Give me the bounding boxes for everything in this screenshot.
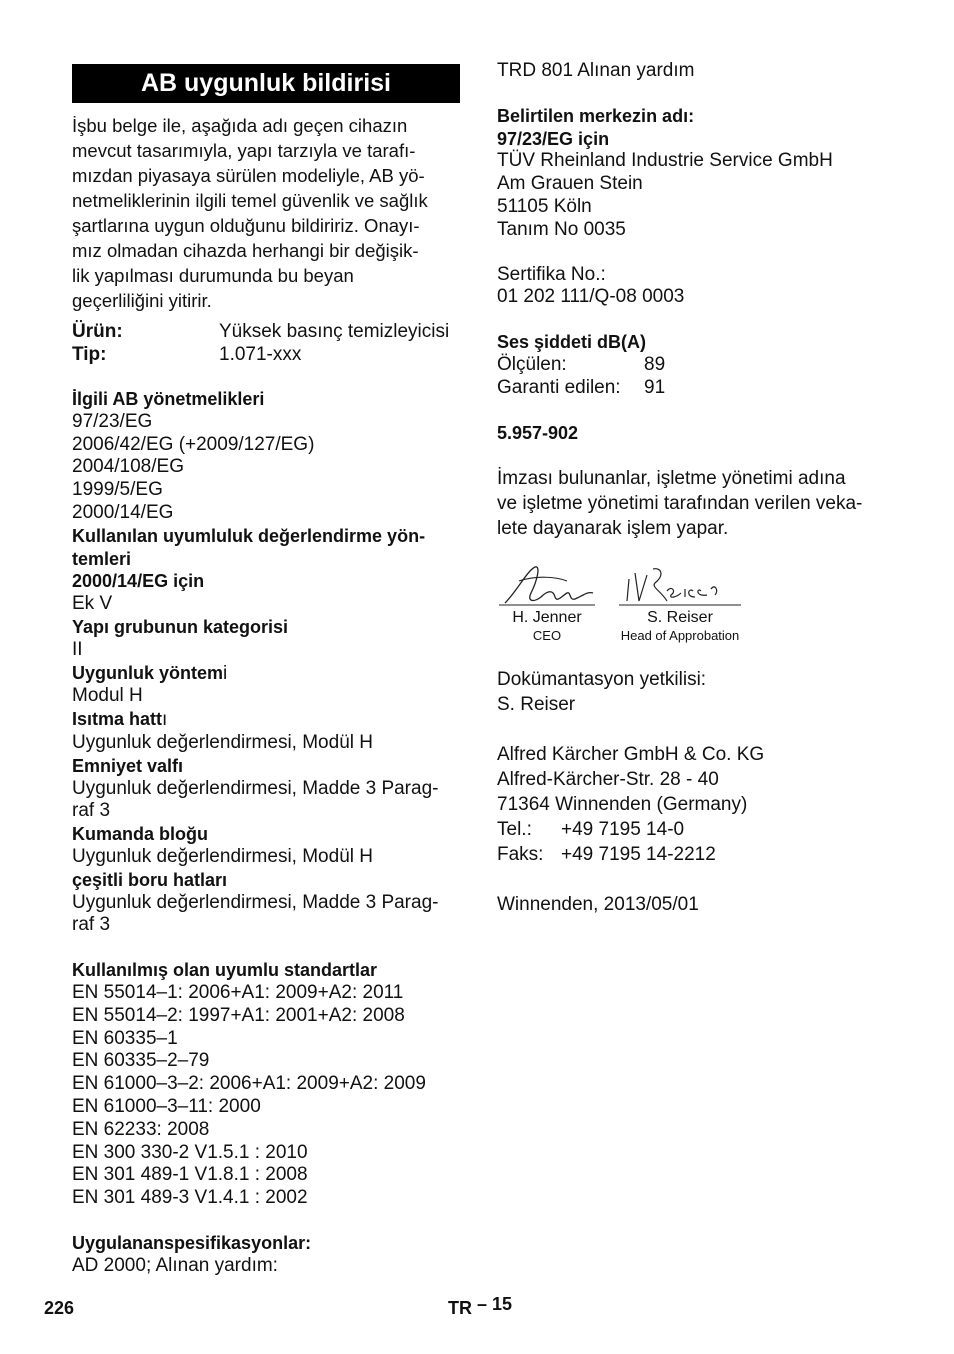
directive-item: 2000/14/EG bbox=[72, 501, 174, 523]
section-number: – 15 bbox=[477, 1294, 513, 1314]
part-number: 5.957-902 bbox=[497, 422, 579, 443]
certificate-value: 01 202 111/Q-08 0003 bbox=[497, 286, 685, 308]
intro-line: netmeliklerinin ilgili temel güvenlik ve sağlık bbox=[72, 190, 428, 211]
product-label: Ürün: bbox=[72, 321, 123, 342]
directive-item: 1999/5/EG bbox=[72, 479, 163, 501]
intro-line: mız olmadan cihazda herhangi bir değişik- bbox=[72, 240, 419, 261]
phone-value: +49 7195 14-0 bbox=[561, 819, 685, 841]
specs-value: AD 2000; Alınan yardım: bbox=[72, 1254, 278, 1276]
specs-heading: Uygulananspesifikasyonlar: bbox=[72, 1232, 312, 1253]
intro-paragraph bbox=[72, 113, 472, 313]
category-value: II bbox=[72, 638, 83, 660]
standard-item: EN 300 330-2 V1.5.1 : 2010 bbox=[72, 1141, 308, 1163]
documentation-label: Dokümantasyon yetkilisi: bbox=[497, 669, 707, 691]
standard-item: EN 61000–3–11: 2000 bbox=[72, 1095, 261, 1117]
intro-line: mızdan piyasaya sürülen modeliyle, AB yö- bbox=[72, 165, 425, 186]
standard-item: EN 62233: 2008 bbox=[72, 1118, 210, 1140]
standard-item: EN 301 489-3 V1.4.1 : 2002 bbox=[72, 1187, 308, 1209]
notified-body-line: Am Grauen Stein bbox=[497, 173, 643, 195]
sound-heading: Ses şiddeti dB(A) bbox=[497, 332, 647, 353]
intro-line: lik yapılması durumunda bu beyan bbox=[72, 265, 354, 286]
pipes-value-cont: raf 3 bbox=[72, 914, 111, 936]
safety-valve-value-cont: raf 3 bbox=[72, 800, 111, 822]
company-name: Alfred Kärcher GmbH & Co. KG bbox=[497, 744, 765, 766]
standards-heading: Kullanılmış olan uyumlu standartlar bbox=[72, 960, 378, 981]
pipes-heading: çeşitli boru hatları bbox=[72, 869, 228, 890]
procedure-heading-tail: i bbox=[223, 662, 228, 684]
signature-reiser bbox=[615, 561, 745, 645]
standard-item: EN 60335–1 bbox=[72, 1027, 178, 1049]
guaranteed-value: 91 bbox=[644, 376, 666, 398]
measured-label: Ölçülen: bbox=[497, 353, 567, 375]
directive-item: 2006/42/EG (+2009/127/EG) bbox=[72, 433, 315, 455]
pipes-value: Uygunluk değerlendirmesi, Madde 3 Parag- bbox=[72, 891, 439, 913]
documentation-name: S. Reiser bbox=[497, 694, 576, 716]
signer-role: CEO bbox=[532, 628, 562, 644]
control-block-value: Uygunluk değerlendirmesi, Modül H bbox=[72, 845, 373, 867]
directive-item: 97/23/EG bbox=[72, 410, 153, 432]
company-street: Alfred-Kärcher-Str. 28 - 40 bbox=[497, 769, 719, 791]
right-column bbox=[497, 60, 897, 917]
intro-line: geçerliliğini yitirir. bbox=[72, 290, 212, 311]
directive-item: 2004/108/EG bbox=[72, 456, 184, 478]
signer-role: Head of Approbation bbox=[620, 628, 740, 644]
page-number: 226 bbox=[44, 1298, 75, 1318]
notified-body-line: TÜV Rheinland Industrie Service GmbH bbox=[497, 150, 833, 172]
standard-item: EN 55014–1: 2006+A1: 2009+A2: 2011 bbox=[72, 981, 404, 1003]
assessment-value: Ek V bbox=[72, 593, 113, 615]
signer-name: S. Reiser bbox=[647, 609, 713, 627]
language-code: TR bbox=[448, 1298, 472, 1318]
notified-body-line: Tanım No 0035 bbox=[497, 218, 626, 240]
signing-text-line: İmzası bulunanlar, işletme yönetimi adına bbox=[497, 468, 846, 490]
assessment-subheading: 2000/14/EG için bbox=[72, 571, 205, 592]
directives-heading: İlgili AB yönetmelikleri bbox=[72, 389, 265, 409]
heating-heading bbox=[72, 708, 472, 732]
fax-value: +49 7195 14-2212 bbox=[561, 844, 716, 866]
certificate-label: Sertifika No.: bbox=[497, 263, 606, 285]
signature-jenner bbox=[497, 561, 597, 645]
standard-item: EN 60335–2–79 bbox=[72, 1050, 210, 1072]
product-row bbox=[72, 321, 472, 344]
heating-heading-tail: ı bbox=[162, 709, 168, 731]
signing-text-line: ve işletme yönetimi tarafından verilen veka- bbox=[497, 493, 863, 515]
signatures bbox=[497, 561, 897, 645]
signer-name: H. Jenner bbox=[512, 609, 582, 627]
handwritten-signature-jenner bbox=[497, 561, 597, 609]
phone-label: Tel.: bbox=[497, 819, 532, 841]
left-column bbox=[72, 64, 472, 1277]
type-row bbox=[72, 344, 472, 367]
guaranteed-label: Garanti edilen: bbox=[497, 376, 621, 398]
procedure-heading-bold: Uygunluk yöntem bbox=[72, 662, 224, 683]
type-value: 1.071-xxx bbox=[219, 343, 302, 365]
product-value: Yüksek basınç temizleyicisi bbox=[219, 321, 450, 342]
procedure-value: Modul H bbox=[72, 685, 143, 707]
standard-item: EN 301 489-1 V1.8.1 : 2008 bbox=[72, 1164, 308, 1186]
signing-text-line: lete dayanarak işlem yapar. bbox=[497, 518, 729, 540]
heating-value: Uygunluk değerlendirmesi, Modül H bbox=[72, 731, 373, 753]
phone-row bbox=[497, 817, 897, 842]
notified-body-heading: Belirtilen merkezin adı: bbox=[497, 105, 695, 126]
fax-row bbox=[497, 842, 897, 867]
intro-line: İşbu belge ile, aşağıda adı geçen cihazın bbox=[72, 115, 408, 136]
company-city: 71364 Winnenden (Germany) bbox=[497, 794, 748, 816]
handwritten-signature-reiser bbox=[615, 561, 745, 609]
control-block-heading: Kumanda bloğu bbox=[72, 824, 208, 845]
assessment-heading-cont: temleri bbox=[72, 548, 132, 569]
safety-valve-heading: Emniyet valfı bbox=[72, 755, 184, 776]
measured-row bbox=[497, 354, 897, 377]
standard-item: EN 61000–3–2: 2006+A1: 2009+A2: 2009 bbox=[72, 1073, 426, 1095]
intro-line: mevcut tasarımıyla, yapı tarzıyla ve tarafı- bbox=[72, 140, 416, 161]
guaranteed-row bbox=[497, 377, 897, 400]
standard-item: EN 55014–2: 1997+A1: 2001+A2: 2008 bbox=[72, 1004, 405, 1026]
safety-valve-value: Uygunluk değerlendirmesi, Madde 3 Parag- bbox=[72, 777, 439, 799]
type-label: Tip: bbox=[72, 343, 107, 365]
fax-label: Faks: bbox=[497, 844, 544, 866]
procedure-heading bbox=[72, 662, 472, 686]
assessment-heading: Kullanılan uyumluluk değerlendirme yön- bbox=[72, 525, 426, 546]
category-heading: Yapı grubunun kategorisi bbox=[72, 616, 289, 637]
intro-line: şartlarına uygun olduğunu bildiririz. Onayı- bbox=[72, 215, 420, 236]
notified-body-subheading: 97/23/EG için bbox=[497, 128, 610, 149]
footer-section bbox=[448, 1294, 513, 1319]
trd-note: TRD 801 Alınan yardım bbox=[497, 60, 695, 81]
measured-value: 89 bbox=[644, 353, 666, 375]
notified-body-line: 51105 Köln bbox=[497, 195, 592, 217]
heating-heading-bold: Isıtma hatt bbox=[72, 709, 163, 730]
place-date: Winnenden, 2013/05/01 bbox=[497, 894, 699, 916]
page-title: AB uygunluk bildirisi bbox=[72, 64, 460, 103]
